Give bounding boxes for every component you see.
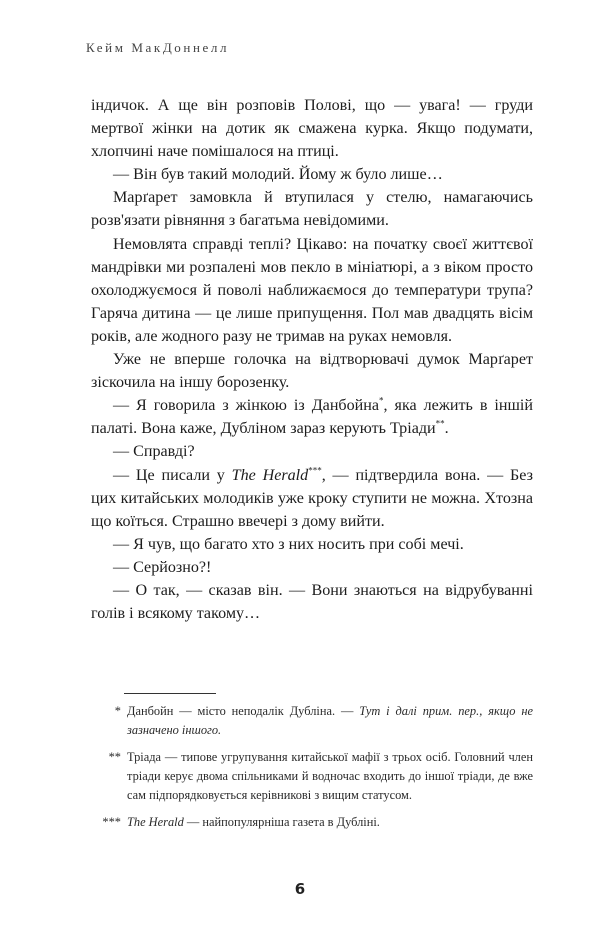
paragraph: — Я чув, що багато хто з них носить при собі мечі. — [113, 535, 464, 553]
paragraph: — Він був такий молодий. Йому ж було лише… — [113, 166, 443, 184]
body-text — [91, 94, 533, 625]
footnote — [97, 813, 533, 832]
page-number: 6 — [294, 880, 306, 898]
text-run: — найпопулярніша газета в Дубліні. — [183, 815, 380, 829]
text-run: , яка лежить в іншій палаті. Вона каже, Дубліном зараз керують Тріади — [91, 397, 533, 438]
text-run: — Я говорила з жінкою із Данбойна — [113, 397, 380, 415]
footnotes — [97, 702, 533, 840]
paragraph: — Справді? — [113, 443, 195, 461]
newspaper-title: The Herald — [231, 466, 309, 484]
footnote-text — [127, 702, 533, 740]
footnote-ref: * — [379, 395, 384, 406]
text-run-italic: Тут і далі прим. пер., якщо не зазначено іншого. — [127, 704, 533, 737]
footnote-text — [127, 813, 533, 832]
footnote — [97, 702, 533, 740]
paragraph — [91, 394, 533, 440]
text-run: . — [444, 420, 449, 438]
footnote-ref: *** — [308, 465, 322, 476]
paragraph: Уже не вперше голочка на відтворювачі думок Марґарет зіскочила на іншу борозенку. — [91, 351, 533, 392]
paragraph: — О так, — сказав він. — Вони знаються на відрубуванні голів і всякому такому… — [91, 581, 533, 623]
running-head: Кейм МакДоннелл — [86, 40, 230, 55]
footnote-mark: ** — [108, 750, 121, 764]
footnote-ref: ** — [435, 418, 445, 429]
text-run-italic: The Herald — [127, 815, 184, 829]
footnote-divider — [124, 693, 216, 694]
footnote-text: Тріада — типове угрупування китайської мафії з трьох осіб. Головний член тріади керує двома спільниками й водночас входить до іншої тріади, де вже сам підпорядковується керівникові з вищим статусом. — [127, 750, 533, 802]
text-run: , — підтвердила вона. — Без цих китайських молодиків уже кроку ступити не можна. Хтозна що коїться. Страшно ввечері з дому вийти. — [91, 466, 533, 530]
paragraph — [91, 464, 533, 533]
footnote — [97, 748, 533, 805]
paragraph: — Серйозно?! — [113, 558, 212, 576]
footnote-mark: *** — [102, 815, 121, 829]
paragraph: Немовлята справді теплі? Цікаво: на початку своєї життєвої мандрівки ми розпалені мов пекло в мініатюрі, а з віком просто охолоджуємося й поволі наближаємося до температури трупа? Гаряча дитина — це лише припущення. Пол мав двадцять вісім років, але жодного разу не тримав на руках немовля. — [91, 235, 533, 345]
footnote-mark: * — [114, 704, 121, 718]
text-run: Данбойн — місто неподалік Дубліна. — — [127, 704, 360, 718]
paragraph: Марґарет замовкла й втупилася у стелю, намагаючись розв'язати рівняння з багатьма невідомими. — [91, 189, 533, 230]
paragraph: індичок. А ще він розповів Полові, що — увага! — груди мертвої жінки на дотик як смажена курка. Якщо подумати, хлопчині наче помішалося на птиці. — [91, 97, 533, 161]
text-run: — Це писали у — [113, 466, 232, 484]
